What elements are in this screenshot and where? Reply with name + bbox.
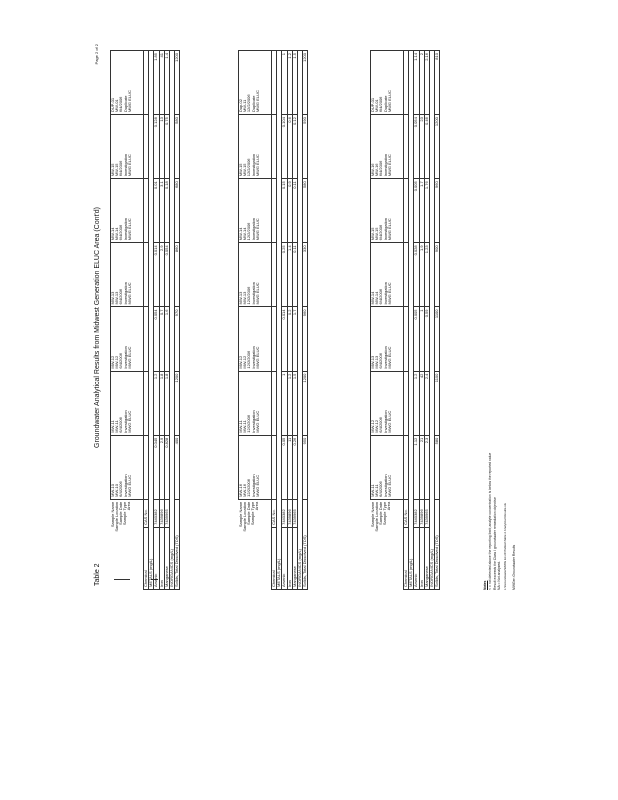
header-labels (371, 499, 404, 589)
group-label: METALS (mg/L) (409, 51, 414, 590)
sample-attribute: MW-11 (114, 420, 120, 433)
sample-attribute: Investigation (250, 410, 256, 433)
sample-attribute: Investigation (382, 282, 388, 305)
sample-attribute: Investigation (250, 346, 256, 369)
table-heading: Groundwater Analytical Results from Midwest Generation ELUC Area (Cont'd) (94, 207, 101, 448)
sample-attribute: 6/4/2006 (118, 417, 124, 433)
result-value: 3.1 (159, 179, 164, 243)
result-value: 2.4 (424, 371, 429, 435)
result-value: 1.4 (287, 243, 292, 307)
group-label: INORGANICS (mg/L) (169, 51, 174, 590)
sample-attribute: MWG ELUC (254, 154, 260, 177)
header-label: Sample Date (245, 501, 251, 525)
result-value: 0.104 (282, 115, 287, 179)
cas-number: 7440382 (414, 499, 419, 527)
sample-attribute: Investigation (250, 282, 256, 305)
total-value: 1200 (303, 51, 308, 115)
result-value: 0.25 (282, 243, 287, 307)
sample-attribute: Investigation (122, 217, 128, 241)
sample-attribute: 6/4/2006 (118, 160, 124, 177)
chemical-name: Iron (287, 527, 292, 589)
sample-attribute: 6/4/2006 (378, 481, 384, 497)
result-value: 1.76 (424, 179, 429, 243)
sample-attribute: 6/4/2006 (378, 160, 384, 177)
note-line: Result exceeds the Class I groundwater remediation objective (492, 497, 497, 590)
file-path-footer: L:\Groundwater\MWG ELUC\Tables\Table 2 Analytical Results.xls (503, 503, 507, 590)
result-value: 0.054 (414, 115, 419, 179)
cas-number: 7439965 (292, 499, 297, 527)
total-value: 1200 (175, 51, 180, 115)
sample-header (239, 307, 272, 371)
result-value: 0.005 (414, 307, 419, 371)
sample-attribute: MW-12 (374, 419, 380, 433)
sample-attribute: MW-13 (370, 355, 375, 369)
sample-header (111, 243, 144, 307)
sample-attribute: MW-15 (370, 227, 375, 241)
sample-attribute: MWG ELUC (254, 90, 260, 113)
sample-attribute: MWG ELUC (126, 346, 132, 369)
sample-attribute: 12/2/2006 (246, 350, 252, 369)
file-label: MWGen Groundwater Results (512, 544, 516, 590)
total-row (175, 51, 180, 590)
chemical-name: Iron (419, 527, 424, 589)
result-value: 1.14 (414, 51, 419, 115)
total-value: 1200 (303, 371, 308, 435)
sample-attribute: Investigation (122, 153, 128, 177)
sample-attribute: MW-15 (238, 163, 243, 177)
result-value: 0.7 (159, 307, 164, 371)
header-label: Sample Name (369, 501, 375, 528)
sample-attribute: MW-11 (370, 484, 375, 497)
result-value: 23 (419, 115, 424, 179)
total-value: 680 (175, 179, 180, 243)
sample-attribute: 6/4/2006 (378, 417, 384, 433)
cas-label: CAS No. (404, 499, 409, 527)
result-value: 2.16 (424, 51, 429, 115)
sample-attribute: MW-11 (374, 484, 380, 497)
header-label: Sample Date (377, 501, 383, 525)
sample-header (371, 243, 404, 307)
chemical-name: Manganese (424, 527, 429, 589)
total-label: Solids, Total Dissolved (TDS) (175, 499, 180, 589)
result-value: 0.005 (414, 179, 419, 243)
total-value: 960 (303, 307, 308, 371)
result-value: 1.8 (164, 371, 169, 435)
sample-attribute: MW-11 (110, 420, 115, 433)
sample-header (371, 51, 404, 115)
result-value: 41 (159, 51, 164, 115)
sample-attribute: MW-12 (370, 419, 375, 433)
sample-attribute: MW-13 (242, 291, 248, 305)
sample-attribute: 6/4/2006 (118, 96, 124, 113)
sample-header (239, 115, 272, 179)
sample-attribute: 6/4/2006 (378, 353, 384, 369)
result-value: 0.75 (164, 115, 169, 179)
sample-header (239, 51, 272, 115)
sample-attribute: MWG ELUC (386, 154, 392, 177)
sample-attribute: Investigation (382, 346, 388, 369)
sample-attribute: 12/2/2006 (246, 479, 252, 497)
sample-attribute: MW-11 (238, 420, 243, 433)
total-value: 590 (303, 115, 308, 179)
result-value: 0.054 (164, 243, 169, 307)
total-value: 1200 (175, 371, 180, 435)
sample-attribute: 12/2/2006 (246, 222, 252, 241)
sample-attribute: MW-16 (370, 163, 375, 177)
sample-header (371, 179, 404, 243)
header-label: Area (126, 501, 132, 511)
header-labels (111, 499, 144, 589)
sample-attribute: MW-13 (110, 291, 115, 305)
sample-header (111, 371, 144, 435)
cas-number: 7439896 (419, 499, 424, 527)
sample-attribute: MWG ELUC (386, 282, 392, 305)
total-value: 970 (175, 307, 180, 371)
sample-attribute: MW-12 (110, 355, 115, 369)
sample-header-row (371, 51, 404, 590)
total-value: 860 (175, 243, 180, 307)
sample-attribute: MWG ELUC (126, 218, 132, 241)
total-value: 810 (435, 51, 440, 115)
sample-attribute: MW-12 (242, 355, 248, 369)
result-value: 0.028 (414, 243, 419, 307)
cas-number: 7439965 (164, 499, 169, 527)
sample-attribute: MW-16 (238, 484, 243, 497)
result-value: 1 (282, 371, 287, 435)
group-label: METALS (mg/L) (277, 51, 282, 590)
sample-attribute: 6/4/2006 (118, 288, 124, 305)
result-value: 0.128 (154, 115, 159, 179)
result-value: 2.9 (159, 243, 164, 307)
sample-attribute: MWG ELUC (254, 218, 260, 241)
sample-attribute: 6/4/2006 (118, 224, 124, 241)
sample-attribute: MW-15 (114, 163, 120, 177)
sample-attribute: Investigation (382, 217, 388, 241)
sample-attribute: 6/4/2006 (378, 224, 384, 241)
header-label: Sample Type (382, 501, 388, 526)
header-label: Sample Location (113, 501, 119, 532)
sample-header (371, 115, 404, 179)
result-value: 1.5 (292, 371, 297, 435)
result-value: 0.9 (287, 179, 292, 243)
sample-attribute: MWG ELUC (386, 90, 392, 113)
result-value: 1.7 (292, 307, 297, 371)
sample-attribute: MWG ELUC (254, 410, 260, 433)
group-label: INORGANICS (mg/L) (297, 51, 302, 590)
sample-attribute: DUP-01 (110, 97, 115, 113)
chemical-name: Arsenic (414, 527, 419, 589)
header-label: Sample Type (122, 501, 128, 526)
header-label: Sample Date (117, 501, 123, 525)
sample-attribute: MW-14 (242, 227, 248, 241)
sample-attribute: MWG ELUC (126, 474, 132, 497)
sample-attribute: 12/2/2006 (246, 94, 252, 113)
sample-attribute: MWG ELUC (126, 410, 132, 433)
sample-attribute: 6/4/2006 (378, 96, 384, 113)
chemical-name: Manganese (164, 527, 169, 589)
result-value: 1.6 (164, 307, 169, 371)
sample-header (371, 307, 404, 371)
result-value: 1.2 (287, 371, 292, 435)
sample-attribute: 12/2/2006 (246, 286, 252, 305)
result-value: 0.014 (282, 307, 287, 371)
result-value: 0.828 (164, 435, 169, 499)
sample-attribute: Investigation (122, 474, 128, 497)
sample-attribute: MWG ELUC (386, 346, 392, 369)
sample-attribute: 6/4/2006 (378, 288, 384, 305)
page-number: Page 2 of 2 (94, 44, 99, 65)
total-value: 1100 (435, 307, 440, 371)
sample-attribute: Investigation (382, 153, 388, 177)
sample-attribute: Duplicate (250, 95, 256, 113)
sample-attribute: Duplicate (122, 95, 128, 113)
chemical-label: Chemical (404, 527, 409, 589)
sample-attribute: MW-15 (110, 163, 115, 177)
result-value: 0.12 (292, 115, 297, 179)
result-value: 0.6 (287, 115, 292, 179)
total-value: 900 (435, 243, 440, 307)
header-label: Area (254, 501, 260, 511)
sample-attribute: MW-15 (242, 163, 248, 177)
result-value: 13 (159, 115, 164, 179)
result-value: 1.85 (154, 51, 159, 115)
note-line: < = not detected above the reporting limit; analyte concentration is below the reported value (487, 452, 492, 590)
sample-attribute: MWG ELUC (386, 410, 392, 433)
sample-header (239, 435, 272, 499)
total-value: 580 (435, 435, 440, 499)
sample-attribute: MWG ELUC (254, 474, 260, 497)
sample-attribute: MW-14 (110, 227, 115, 241)
chemical-name: Manganese (292, 527, 297, 589)
result-value: 1.12 (414, 435, 419, 499)
total-label: Solids, Total Dissolved (TDS) (303, 499, 308, 589)
cas-number: 7439896 (287, 499, 292, 527)
total-value: 1100 (435, 371, 440, 435)
result-value: 1.23 (424, 243, 429, 307)
total-label: Solids, Total Dissolved (TDS) (435, 499, 440, 589)
sample-attribute: MW-10 (114, 484, 120, 497)
result-value: 0.2 (287, 307, 292, 371)
sample-header-row (239, 51, 272, 590)
header-label: Sample Location (373, 501, 379, 532)
result-value: 1.4 (164, 51, 169, 115)
header-labels (239, 499, 272, 589)
sample-attribute: MWG ELUC (254, 346, 260, 369)
cas-label: CAS No. (272, 499, 277, 527)
result-value: 1.2 (414, 371, 419, 435)
total-value: 950 (303, 435, 308, 499)
result-value: 0.59 (424, 307, 429, 371)
result-value: 0.15 (282, 179, 287, 243)
sample-attribute: MW-13 (114, 291, 120, 305)
sample-attribute: MW-11 (242, 99, 248, 113)
cas-number: 7440382 (154, 499, 159, 527)
notes-section (483, 453, 502, 590)
sample-header (111, 307, 144, 371)
table-title: Table 2 (94, 563, 101, 586)
sample-attribute: DUP-01 (370, 97, 375, 113)
sample-header (111, 51, 144, 115)
sample-attribute: Investigation (250, 217, 256, 241)
header-label: Area (386, 501, 392, 511)
sample-attribute: MWG ELUC (386, 474, 392, 497)
sample-attribute: MWG ELUC (126, 154, 132, 177)
total-value: 1200 (435, 115, 440, 179)
sample-attribute: MW-01 (374, 99, 380, 113)
result-value: 0.045 (154, 435, 159, 499)
total-row (303, 51, 308, 590)
sample-attribute: Investigation (382, 410, 388, 433)
sample-header (239, 179, 272, 243)
result-value: 0.26 (292, 435, 297, 499)
result-value: 1.2 (287, 51, 292, 115)
result-value: 11 (287, 435, 292, 499)
sample-attribute: Investigation (382, 474, 388, 497)
sample-attribute: MW-11 (242, 420, 248, 433)
sample-attribute: MW-16 (242, 484, 248, 497)
sample-attribute: Investigation (122, 282, 128, 305)
sample-header (371, 435, 404, 499)
chemical-name: Iron (159, 527, 164, 589)
chemical-name: Arsenic (282, 527, 287, 589)
sample-attribute: Investigation (122, 410, 128, 433)
total-row (435, 51, 440, 590)
sample-attribute: 12/2/2006 (246, 158, 252, 177)
sample-attribute: MW-13 (238, 291, 243, 305)
sample-attribute: MW-13 (374, 355, 380, 369)
sample-attribute: MW-10 (110, 484, 115, 497)
result-value: 0.01 (154, 179, 159, 243)
cas-number: 7440382 (282, 499, 287, 527)
group-label: METALS (mg/L) (149, 51, 154, 590)
sample-header (111, 435, 144, 499)
result-value: 0.11 (292, 243, 297, 307)
result-value: 2 (419, 51, 424, 115)
header-label: Sample Location (241, 501, 247, 532)
result-value: 1.8 (159, 371, 164, 435)
result-value: 1.2 (154, 371, 159, 435)
header-label: Sample Name (237, 501, 243, 528)
result-value: 1 (282, 51, 287, 115)
cas-number: 7439965 (424, 499, 429, 527)
header-label: Sample Name (109, 501, 115, 528)
sample-attribute: MW-14 (114, 227, 120, 241)
result-value: 1 (419, 307, 424, 371)
sample-attribute: 12/2/2006 (246, 414, 252, 433)
sample-attribute: 6/4/2006 (118, 353, 124, 369)
result-value: 0.18 (164, 179, 169, 243)
result-value: 1.5 (292, 51, 297, 115)
result-value: 21 (419, 435, 424, 499)
total-value: 580 (303, 179, 308, 243)
chemical-name: Arsenic (154, 527, 159, 589)
total-value: 580 (175, 115, 180, 179)
results-table-1 (110, 50, 180, 590)
sample-attribute: Dup-02 (238, 99, 243, 113)
sample-attribute: MW-14 (238, 227, 243, 241)
result-value: 2.3 (424, 435, 429, 499)
notes-heading: Notes (483, 580, 487, 590)
result-value: 42 (419, 371, 424, 435)
sample-attribute: Investigation (250, 153, 256, 177)
result-value: 0.11 (292, 179, 297, 243)
sample-attribute: MW-01 (114, 99, 120, 113)
results-table-3 (370, 50, 440, 590)
result-value: 0.05 (282, 435, 287, 499)
result-value: 1.7 (419, 179, 424, 243)
sample-attribute: MW-14 (374, 291, 380, 305)
total-value: 400 (175, 435, 180, 499)
sample-attribute: Investigation (250, 474, 256, 497)
sample-attribute: MW-12 (238, 355, 243, 369)
result-value: 0.054 (154, 307, 159, 371)
group-label: INORGANICS (mg/L) (429, 51, 434, 590)
total-value: 330 (303, 243, 308, 307)
cas-label: CAS No. (144, 499, 149, 527)
result-value: 0.014 (154, 243, 159, 307)
sample-header (371, 371, 404, 435)
sample-attribute: MWG ELUC (126, 282, 132, 305)
sample-header-row (111, 51, 144, 590)
sample-attribute: Duplicate (382, 95, 388, 113)
sample-header (111, 115, 144, 179)
sample-header (111, 179, 144, 243)
sample-attribute: MW-12 (114, 355, 120, 369)
rotated-page (88, 40, 518, 600)
result-value: 1.9 (419, 243, 424, 307)
sample-attribute: MW-16 (374, 163, 380, 177)
results-table-2 (238, 50, 308, 590)
sample-attribute: MWG ELUC (386, 218, 392, 241)
sample-attribute: Investigation (122, 346, 128, 369)
sample-attribute: MWG ELUC (126, 90, 132, 113)
note-line: NA = Not analyzed. (497, 560, 502, 590)
result-value: 2.9 (159, 435, 164, 499)
result-value: 0.46 (424, 115, 429, 179)
sample-attribute: 6/4/2006 (118, 481, 124, 497)
sample-header (239, 243, 272, 307)
header-label: Sample Type (250, 501, 256, 526)
total-value: 960 (435, 179, 440, 243)
cas-number: 7439896 (159, 499, 164, 527)
sample-attribute: MW-14 (370, 291, 375, 305)
sample-attribute: MWG ELUC (254, 282, 260, 305)
chemical-label: Chemical (272, 527, 277, 589)
sample-attribute: MW-15 (374, 227, 380, 241)
chemical-label: Chemical (144, 527, 149, 589)
sample-header (239, 371, 272, 435)
